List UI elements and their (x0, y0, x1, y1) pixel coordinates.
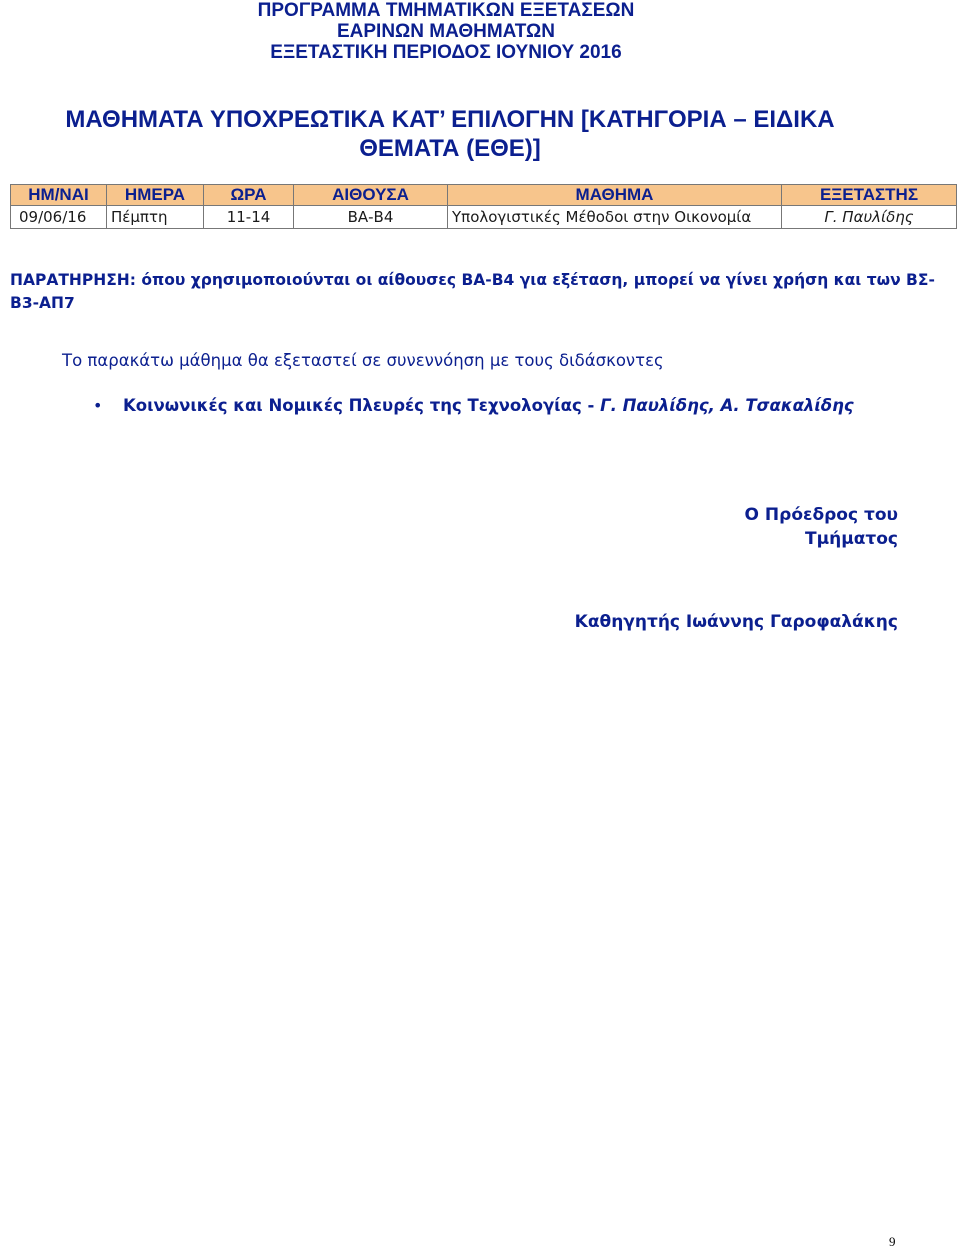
cell-room: ΒΑ-Β4 (294, 206, 448, 229)
header-time: ΩΡΑ (204, 185, 294, 206)
header-room: ΑΙΘΟΥΣΑ (294, 185, 448, 206)
cell-examiner: Γ. Παυλίδης (782, 206, 957, 229)
header-line-1: ΠΡΟΓΡΑΜΜΑ ΤΜΗΜΑΤΙΚΩΝ ΕΞΕΤΑΣΕΩΝ (257, 0, 635, 21)
document-header (0, 0, 892, 63)
table-row (11, 206, 957, 229)
cell-date: 09/06/16 (11, 206, 107, 229)
coordinated-course-teachers: Γ. Παυλίδης, Α. Τσακαλίδης (600, 396, 854, 415)
page-number: 9 (889, 1234, 896, 1249)
professor-name: Καθηγητής Ιωάννης Γαροφαλάκης (574, 612, 898, 632)
header-day: ΗΜΕΡΑ (107, 185, 204, 206)
coordinated-course-item (93, 396, 854, 415)
table-header-row (11, 185, 957, 206)
header-date: ΗΜ/ΝΑΙ (11, 185, 107, 206)
course-separator: - (587, 396, 601, 415)
cell-course: Υπολογιστικές Μέθοδοι στην Οικονομία (448, 206, 782, 229)
room-note: ΠΑΡΑΤΗΡΗΣΗ: όπου χρησιμοποιούνται οι αίθουσες ΒΑ-Β4 για εξέταση, μπορεί να γίνει χρήση και των ΒΣ-Β3-ΑΠ7 (10, 271, 935, 312)
header-line-2: ΕΑΡΙΝΩΝ ΜΑΘΗΜΑΤΩΝ (336, 21, 556, 42)
chair-title-line-1: Ο Πρόεδρος του (744, 505, 898, 525)
coordination-intro: Το παρακάτω μάθημα θα εξεταστεί σε συνεννόηση με τους διδάσκοντες (62, 351, 664, 370)
chair-title-line-2: Τμήματος (804, 529, 898, 549)
header-line-3: ΕΞΕΤΑΣΤΙΚΗ ΠΕΡΙΟΔΟΣ ΙΟΥΝΙΟΥ 2016 (270, 42, 622, 63)
section-title-line-2: ΘΕΜΑΤΑ (ΕΘΕ)] (359, 135, 541, 162)
cell-time: 11-14 (204, 206, 294, 229)
coordinated-course-name: Κοινωνικές και Νομικές Πλευρές της Τεχνολογίας (123, 396, 588, 415)
bullet-icon: • (93, 396, 103, 415)
exam-schedule-table (10, 184, 957, 229)
section-title-line-1: ΜΑΘΗΜΑΤΑ ΥΠΟΧΡΕΩΤΙΚΑ ΚΑΤ’ ΕΠΙΛΟΓΗΝ [ΚΑΤΗΓΟΡΙΑ – ΕΙΔΙΚΑ (65, 106, 835, 133)
cell-day: Πέμπτη (107, 206, 204, 229)
header-course: ΜΑΘΗΜΑ (448, 185, 782, 206)
chair-signature (745, 503, 898, 551)
section-title (0, 105, 900, 163)
header-examiner: ΕΞΕΤΑΣΤΗΣ (782, 185, 957, 206)
